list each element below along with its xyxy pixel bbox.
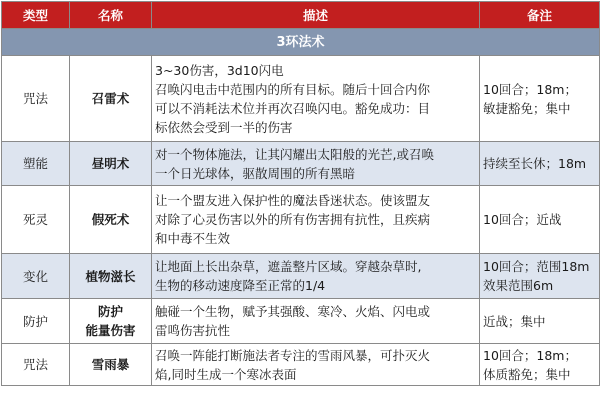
spell-name: 植物滋长 [85, 268, 136, 284]
desc-line: 焰,同时生成一个寒冰表面 [155, 366, 297, 382]
desc-line: 生物的移动速度降至正常的1/4 [155, 278, 326, 293]
desc-line: 召唤一阵能打断施法者专注的雪雨风暴，可扑灭火 [155, 347, 431, 363]
note-line: 效果范围6m [483, 278, 554, 293]
cell-name [70, 299, 152, 344]
cell-type: 防护 [2, 299, 70, 344]
section-row [2, 29, 600, 56]
cell-desc [152, 299, 480, 344]
cell-type: 塑能 [2, 142, 70, 186]
note-line: 体质豁免；集中 [483, 366, 571, 382]
note-line: 10回合；18m； [483, 81, 577, 97]
desc-line: 召唤闪电击中范围内的所有目标。随后十回合内你 [155, 81, 431, 97]
desc-line: 3~30伤害，3d10闪电 [155, 62, 284, 78]
desc-line: 一个日光球体，驱散周围的所有黑暗 [155, 165, 356, 181]
desc-line: 触碰一个生物，赋予其强酸、寒冷、火焰、闪电或 [155, 304, 431, 319]
cell-name [70, 254, 152, 299]
table-row [2, 186, 600, 254]
cell-type: 咒法 [2, 344, 70, 386]
header-note: 备注 [480, 2, 600, 29]
note-line: 10回合；范围18m [483, 259, 590, 274]
cell-note [480, 186, 600, 254]
cell-desc [152, 186, 480, 254]
header-desc: 描述 [152, 2, 480, 29]
table-row [2, 254, 600, 299]
table-row [2, 299, 600, 344]
cell-name [70, 142, 152, 186]
header-type: 类型 [2, 2, 70, 29]
cell-note [480, 299, 600, 344]
cell-type: 变化 [2, 254, 70, 299]
cell-note [480, 254, 600, 299]
table-row [2, 142, 600, 186]
desc-line: 对除了心灵伤害以外的所有伤害拥有抗性，且疾病 [155, 212, 431, 227]
note-line: 近战；集中 [483, 313, 546, 329]
cell-note [480, 56, 600, 142]
desc-line: 雷鸣伤害抗性 [155, 323, 231, 338]
spell-name: 昼明术 [91, 156, 130, 171]
table-row [2, 344, 600, 386]
cell-note [480, 142, 600, 186]
section-title: 3环法术 [2, 29, 600, 56]
note-line: 持续至长休；18m [483, 156, 587, 171]
spell-name: 能量伤害 [85, 323, 136, 338]
cell-name [70, 186, 152, 254]
spell-name: 雪雨暴 [91, 357, 130, 372]
cell-desc [152, 142, 480, 186]
cell-desc [152, 56, 480, 142]
desc-line: 标依然会受到一半的伤害 [155, 119, 293, 135]
table-row [2, 56, 600, 142]
spell-name: 假死术 [91, 212, 130, 227]
desc-line: 让地面上长出杂草，遮盖整片区域。穿越杂草时, [155, 259, 422, 274]
spell-table [1, 1, 600, 386]
cell-type: 咒法 [2, 56, 70, 142]
header-name: 名称 [70, 2, 152, 29]
desc-line: 让一个盟友进入保护性的魔法昏迷状态。使该盟友 [155, 193, 431, 208]
cell-name [70, 344, 152, 386]
cell-desc [152, 344, 480, 386]
cell-name [70, 56, 152, 142]
spell-name: 召雷术 [91, 91, 130, 106]
table-header-row [2, 2, 600, 29]
desc-line: 可以不消耗法术位并再次召唤闪电。豁免成功：目 [155, 100, 431, 116]
cell-desc [152, 254, 480, 299]
note-line: 敏捷豁免；集中 [483, 100, 571, 116]
desc-line: 对一个物体施法，让其闪耀出太阳般的光芒,或召唤 [155, 146, 434, 162]
desc-line: 和中毒不生效 [155, 231, 231, 246]
spell-name: 防护 [97, 304, 123, 319]
cell-note [480, 344, 600, 386]
cell-type: 死灵 [2, 186, 70, 254]
note-line: 10回合；近战 [483, 212, 562, 227]
note-line: 10回合；18m； [483, 347, 577, 363]
